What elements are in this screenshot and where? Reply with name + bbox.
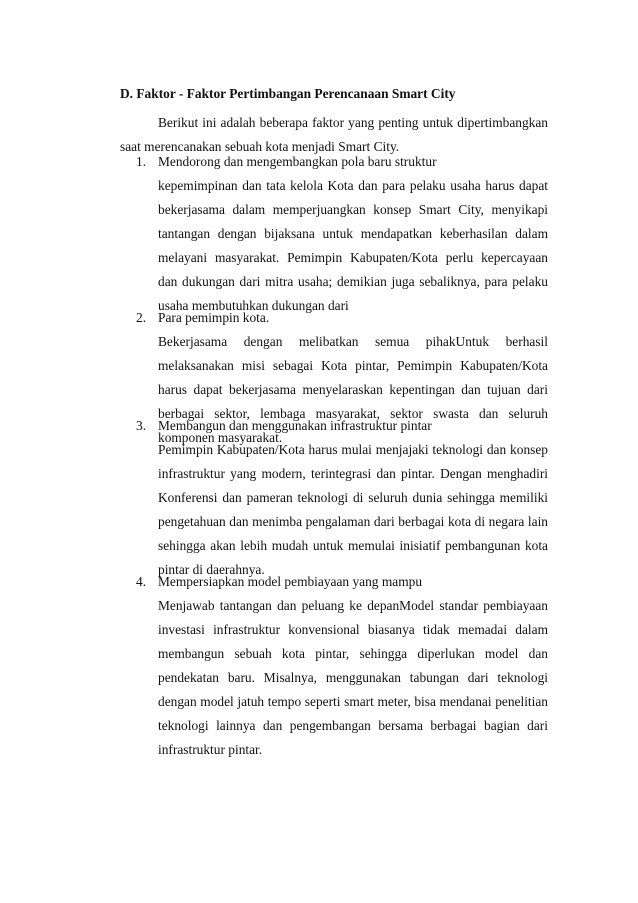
list-item-number: 3. [136,418,147,433]
list-item-number: 2. [136,310,147,325]
list-item-body: Menjawab tantangan dan peluang ke depanModel standar pembiayaan investasi infrastruktur konvensional biasanya tidak memadai dalam membangun sebuah kota pintar, sehingga diperlukan model dan pendekatan baru. Misalnya, menggunakan tabungan dari teknologi dengan model jatuh tempo seperti smart meter, bisa mendanai penelitian teknologi lainnya dan pengembangan bersama berbagai bagian dari infrastruktur pintar. [158,598,548,757]
list-item-title: Mempersiapkan model pembiayaan yang mampu [158,574,423,589]
list-item-1 [136,150,548,318]
intro-paragraph: Berikut ini adalah beberapa faktor yang penting untuk dipertimbangkan saat merencanakan sebuah kota menjadi Smart City. [120,115,548,154]
list-item-3 [136,414,548,582]
list-item-title: Para pemimpin kota. [158,310,270,325]
list-item-4 [136,570,548,762]
list-item-title: Membangun dan menggunakan infrastruktur pintar [158,418,432,433]
list-item-number: 4. [136,574,147,589]
list-item-body: Bekerjasama dengan melibatkan semua pihakUntuk berhasil melaksanakan misi sebagai Kota pintar, Pemimpin Kabupaten/Kota harus dapat bekerjasama menyelaraskan kepentingan dan tujuan dari berbagai sektor, lembaga masyarakat, sektor swasta dan seluruh komponen masyarakat. [158,334,548,445]
list-item-body: kepemimpinan dan tata kelola Kota dan para pelaku usaha harus dapat bekerjasama dalam memperjuangkan konsep Smart City, menyikapi tantangan dengan bijaksana untuk mendapatkan keberhasilan dalam melayani masyarakat. Pemimpin Kabupaten/Kota perlu kepercayaan dan dukungan dari mitra usaha; demikian juga sebaliknya, para pelaku usaha membutuhkan dukungan dari [158,178,548,313]
list-item-title: Mendorong dan mengembangkan pola baru struktur [158,154,437,169]
list-item-number: 1. [136,154,147,169]
list-item-body: Pemimpin Kabupaten/Kota harus mulai menjajaki teknologi dan konsep infrastruktur yang modern, terintegrasi dan pintar. Dengan menghadiri Konferensi dan pameran teknologi di seluruh dunia sehingga memiliki pengetahuan dan menimba pengalaman dari berbagai kota di negara lain sehingga akan lebih mudah untuk memulai inisiatif pembangunan kota pintar di daerahnya. [158,442,548,577]
section-heading: D. Faktor - Faktor Pertimbangan Perencanaan Smart City [120,86,456,101]
